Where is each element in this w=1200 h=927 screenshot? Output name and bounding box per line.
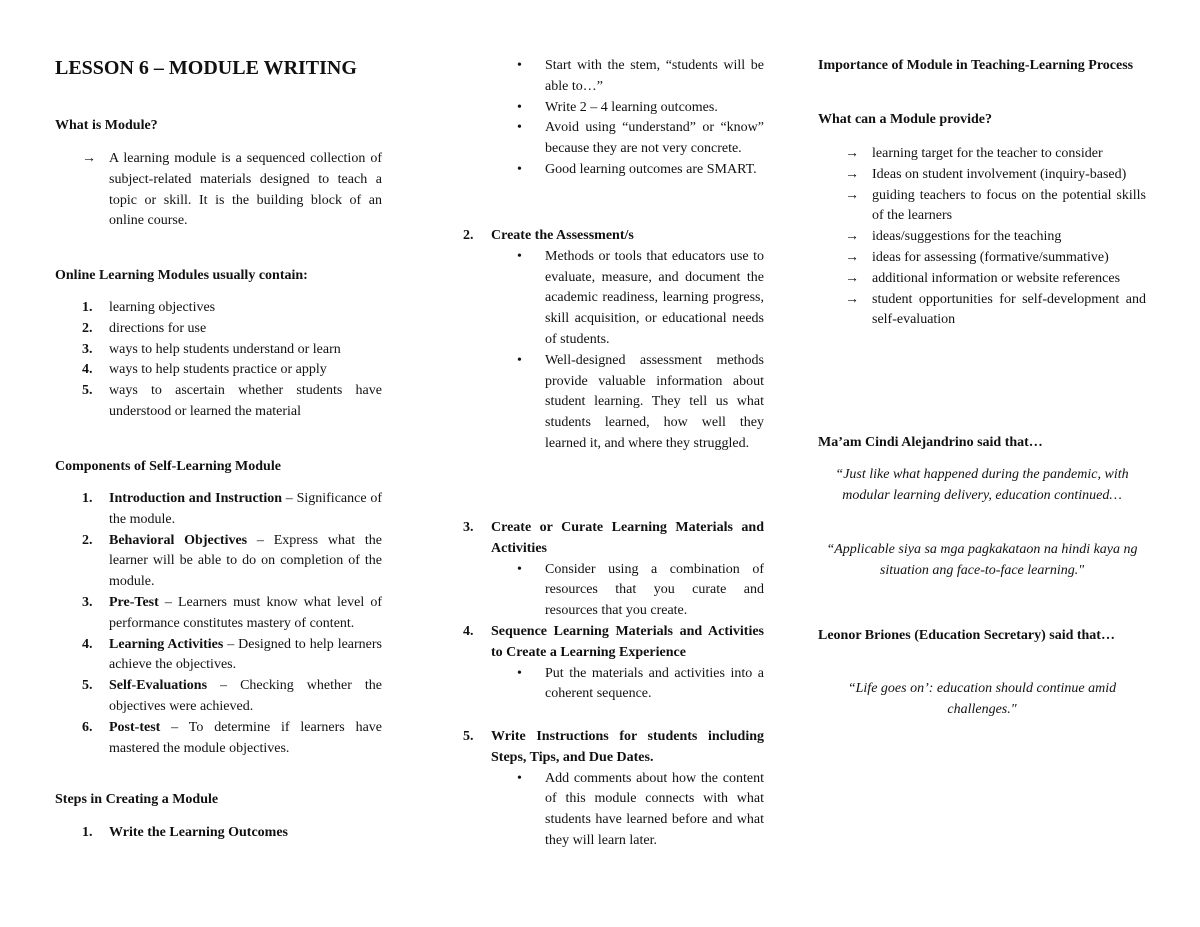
alejandrino-heading: Ma’am Cindi Alejandrino said that… [818,435,1043,450]
list-item: • Avoid using “understand” or “know” because they are not very concrete. [517,120,764,157]
list-item: • Methods or tools that educators use to evaluate, measure, and document the academic readiness, learning progress, skill acquisition, or educational needs of students. [517,248,764,347]
what-is-module-definition [55,149,382,232]
step-title: 3. Create or Curate Learning Materials and Activities [463,520,764,556]
list-item: → student opportunities for self-development and self-evaluation [845,291,1146,328]
what-is-module-heading: What is Module? [55,118,158,133]
list-item: • Good learning outcomes are SMART. [517,161,757,177]
list-item: 6. Post-test – To determine if learners have mastered the module objectives. [82,719,382,756]
step-4 [463,622,764,705]
step-2 [463,226,764,455]
list-item: 3. Pre-Test – Learners must know what level of performance constitutes mastery of content. [82,594,382,631]
list-item: • Add comments about how the content of this module connects with what students have learned before and what they will learn later. [517,770,764,848]
list-item: 4. ways to help students practice or apply [82,362,327,378]
list-item: → additional information or website references [818,269,1146,290]
step-1-bullets [463,56,764,181]
list-item: 1. learning objectives [82,300,216,315]
components-heading: Components of Self-Learning Module [55,459,281,474]
list-item: → learning target for the teacher to consider [818,144,1146,165]
definition-text: A learning module is a sequenced collection of subject-related materials designed to teach a topic or skill. It is the building block of an online course. [109,151,382,229]
arrow-icon: → [845,187,859,203]
lesson-title: LESSON 6 – MODULE WRITING [55,57,357,79]
arrow-icon: → [82,151,96,166]
list-item: → ideas for assessing (formative/summative) [818,248,1146,269]
components-list [55,489,382,759]
step-title: 2. Create the Assessment/s [463,228,634,243]
list-item: • Start with the stem, “students will be able to…” [517,58,764,94]
step-1 [55,823,382,844]
step-title: 5. Write Instructions for students including Steps, Tips, and Due Dates. [463,729,764,765]
list-item: • Well-designed assessment methods provide valuable information about student learning. They tell us what students learned, how well they learned it, and where they struggled. [517,352,764,451]
alejandrino-quote-2: “Applicable siya sa mga pagkakataon na hindi kaya ng situation ang face-to-face learning." [826,542,1138,578]
list-item: • Write 2 – 4 learning outcomes. [517,99,718,115]
list-item: 1. Introduction and Instruction – Significance of the module. [82,491,382,527]
arrow-icon: → [845,229,859,245]
arrow-icon: → [845,166,859,182]
arrow-icon: → [845,249,859,265]
step-5 [463,727,764,852]
module-provides-list [818,144,1146,331]
online-modules-heading: Online Learning Modules usually contain: [55,268,308,283]
list-item: 2. Behavioral Objectives – Express what the learner will be able to do on completion of the module. [82,532,382,590]
steps-heading: Steps in Creating a Module [55,792,219,807]
list-item: 5. Self-Evaluations – Checking whether the objectives were achieved. [82,678,382,714]
step-title: 1. Write the Learning Outcomes [82,825,288,840]
list-item: • Put the materials and activities into a coherent sequence. [517,665,764,702]
list-item: → guiding teachers to focus on the potential skills of the learners [845,187,1146,224]
list-item: • Consider using a combination of resources that you curate and resources that you create. [517,561,764,619]
briones-quote: “Life goes on’: education should continue amid challenges." [847,681,1117,717]
list-item: 4. Learning Activities – Designed to help learners achieve the objectives. [82,636,382,673]
online-modules-list [55,298,382,423]
list-item: 5. ways to ascertain whether students have understood or learned the material [82,383,382,419]
briones-heading: Leonor Briones (Education Secretary) said that… [818,628,1115,643]
module-provide-heading: What can a Module provide? [818,112,992,127]
importance-heading: Importance of Module in Teaching-Learning Process [818,58,1134,73]
list-item: → ideas/suggestions for the teaching [818,227,1146,248]
list-item: 3. ways to help students understand or learn [82,341,341,357]
step-title: 4. Sequence Learning Materials and Activities to Create a Learning Experience [463,624,764,660]
alejandrino-quote-1: “Just like what happened during the pandemic, with modular learning delivery, education continued… [835,467,1129,503]
list-item: 2. directions for use [82,320,207,336]
arrow-icon: → [845,291,859,307]
arrow-icon: → [845,270,859,286]
arrow-icon: → [845,146,859,161]
list-item: → Ideas on student involvement (inquiry-based) [818,165,1146,186]
step-3 [463,518,764,622]
